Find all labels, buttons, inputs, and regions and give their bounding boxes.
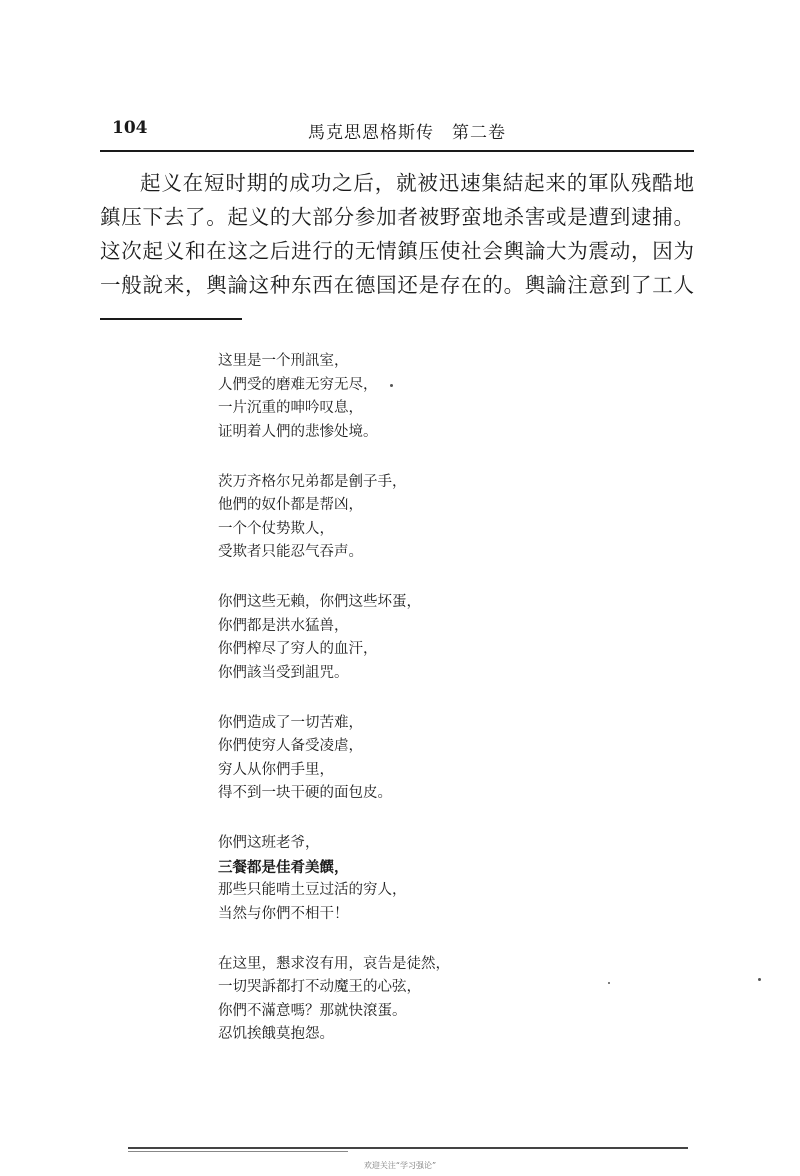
- poem-line: 一个个仗势欺人，: [218, 520, 334, 537]
- poem-stanza: [218, 953, 638, 1050]
- poem-line: 你們使穷人备受凌虐，: [218, 738, 363, 754]
- page-number: 104: [112, 118, 148, 138]
- poem-line: 你們都是洪水猛兽，: [218, 617, 349, 634]
- running-header: [112, 116, 692, 146]
- scan-speck: [608, 982, 610, 984]
- poem-line: 受欺者只能忍气吞声。: [218, 544, 363, 560]
- poem-stanza: [218, 471, 638, 568]
- body-line: 一般說来，輿論这种东西在德国还是存在的。輿論注意到了工人: [100, 273, 694, 297]
- footnote-rule: [100, 318, 242, 320]
- poem-line: 你們不滿意嗎？那就快滾蛋。: [218, 1002, 407, 1019]
- body-line: 这次起义和在这之后进行的无情鎮压使社会輿論大为震动，因为: [100, 239, 694, 263]
- poem-stanza: [218, 591, 638, 688]
- poem-line: 得不到一块干硬的面包皮。: [218, 785, 392, 801]
- poem: [218, 350, 638, 1073]
- poem-line: 人們受的磨难无穷无尽，: [218, 376, 378, 393]
- poem-line: 你們这些无賴，你們这些坏蛋，: [218, 594, 421, 610]
- scan-speck: [390, 384, 393, 387]
- poem-line: 三餐都是佳肴美饌，: [218, 858, 349, 876]
- body-line: 鎮压下去了。起义的大部分参加者被野蛮地杀害或是遭到逮捕。: [100, 205, 694, 229]
- poem-line: 一片沉重的呻吟叹息，: [218, 400, 363, 416]
- poem-line: 他們的奴仆都是帮凶，: [218, 497, 363, 513]
- poem-line: 你們該当受到詛咒。: [218, 664, 349, 681]
- poem-stanza: [218, 832, 638, 929]
- poem-line: 一切哭訴都打不动魔王的心弦，: [218, 979, 421, 995]
- header-rule: [100, 150, 694, 152]
- poem-line: 穷人从你們手里，: [218, 761, 334, 778]
- body-paragraph: [100, 166, 694, 302]
- poem-line: 你們造成了一切苦难，: [218, 714, 363, 731]
- body-line: 起义在短时期的成功之后，就被迅速集結起来的軍队残酷地: [140, 171, 694, 195]
- poem-line: 当然与你們不相干！: [218, 905, 349, 922]
- poem-line: 你們榨尽了穷人的血汗，: [218, 641, 378, 657]
- page-bottom-rule-faint: [128, 1151, 348, 1152]
- poem-line: 茨万齐格尔兄弟都是劊子手，: [218, 473, 407, 490]
- poem-stanza: [218, 350, 638, 447]
- running-title: 馬克思恩格斯传 第二卷: [308, 123, 506, 143]
- page-bottom-rule: [128, 1147, 688, 1149]
- poem-stanza: [218, 712, 638, 809]
- poem-line: 那些只能啃土豆过活的穷人，: [218, 882, 407, 898]
- poem-line: 证明着人們的悲惨处境。: [218, 423, 378, 440]
- poem-line: 忍饥挨餓莫抱怨。: [218, 1026, 334, 1042]
- poem-line: 你們这班老爷，: [218, 835, 320, 851]
- scan-speck: [758, 978, 761, 981]
- poem-line: 在这里，懇求沒有用，哀告是徒然，: [218, 955, 450, 972]
- poem-line: 这里是一个刑訊室，: [218, 353, 349, 369]
- watermark-text: 欢迎关注“学习强论”: [363, 1161, 437, 1170]
